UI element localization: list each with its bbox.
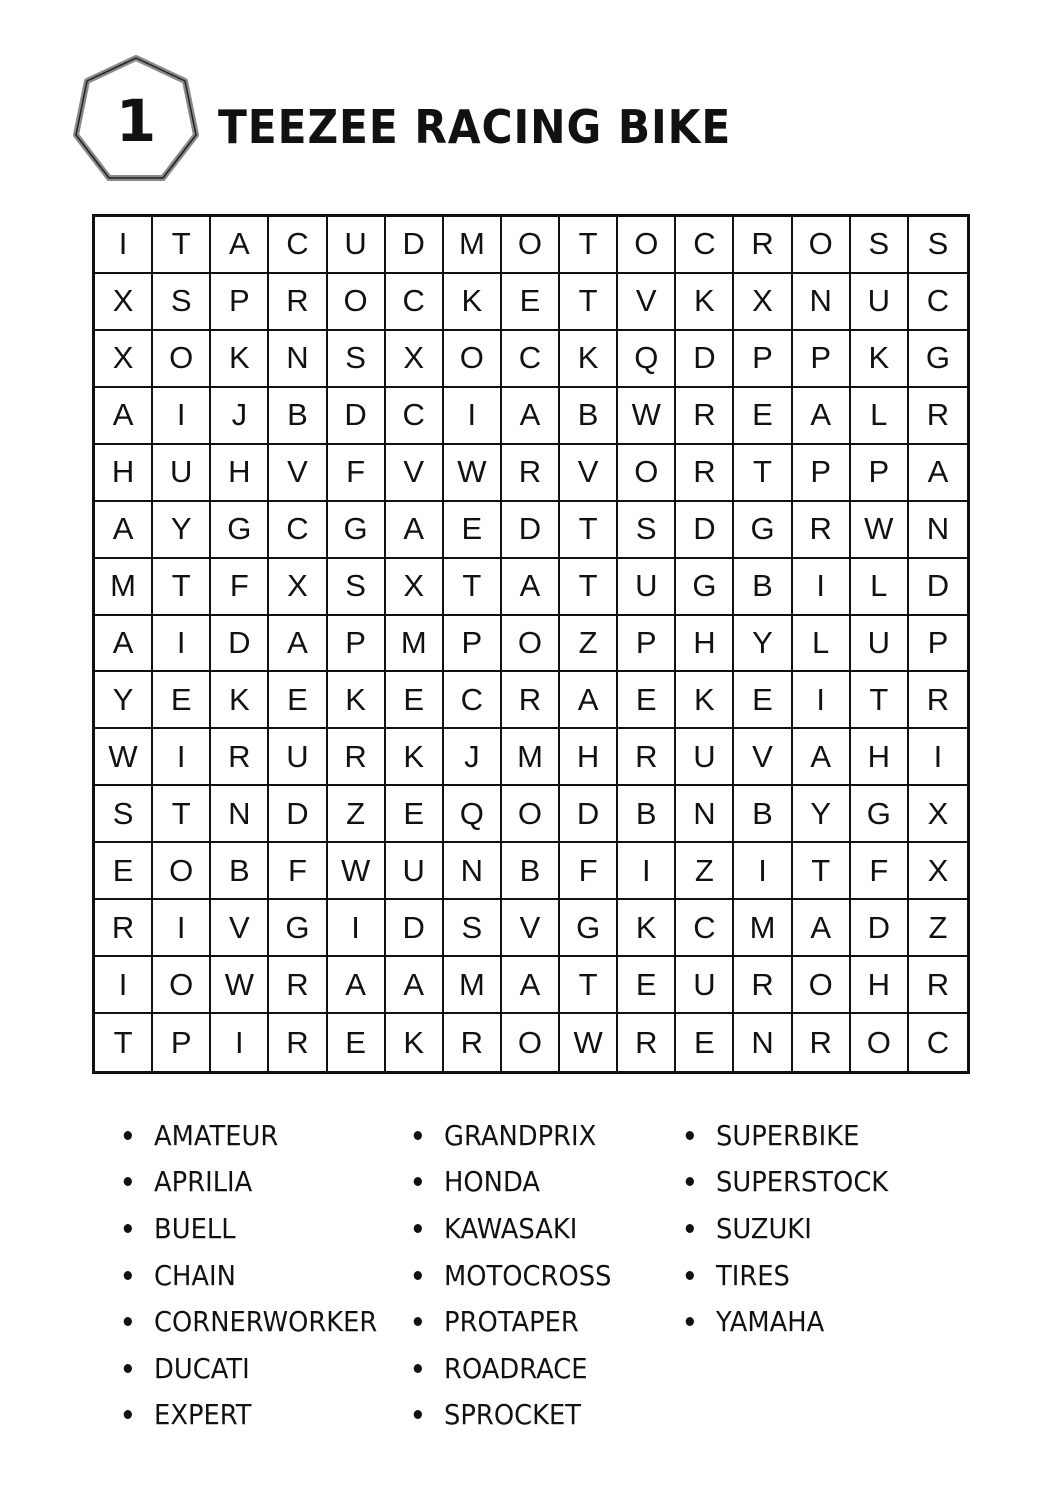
word-list-item (682, 1205, 888, 1252)
grid-letter-cell[interactable]: A (95, 388, 153, 445)
grid-letter-cell[interactable]: S (328, 331, 386, 388)
bullet-icon (686, 1271, 694, 1280)
grid-letter-cell[interactable]: I (618, 843, 676, 900)
word-list-item (120, 1159, 377, 1206)
grid-letter-cell[interactable]: Z (676, 843, 734, 900)
grid-letter-cell[interactable]: C (444, 672, 502, 729)
grid-letter-cell[interactable]: I (95, 217, 153, 274)
grid-letter-cell[interactable]: W (95, 729, 153, 786)
grid-letter-cell[interactable]: G (560, 900, 618, 957)
grid-letter-cell[interactable]: F (211, 559, 269, 616)
word-list-item (682, 1298, 888, 1345)
word-list-item (682, 1112, 888, 1159)
word-list-item (410, 1298, 611, 1345)
grid-letter-cell[interactable]: N (676, 786, 734, 843)
word-list-item (120, 1345, 377, 1392)
grid-letter-cell[interactable]: A (793, 900, 851, 957)
grid-letter-cell[interactable]: K (211, 331, 269, 388)
bullet-icon (124, 1271, 132, 1280)
grid-letter-cell[interactable]: F (269, 843, 327, 900)
grid-letter-cell[interactable]: O (444, 331, 502, 388)
grid-letter-cell[interactable]: R (909, 957, 967, 1014)
grid-letter-cell[interactable]: R (618, 729, 676, 786)
bullet-icon (686, 1224, 694, 1233)
grid-letter-cell[interactable]: Q (444, 786, 502, 843)
grid-letter-cell[interactable]: D (386, 900, 444, 957)
grid-letter-cell[interactable]: T (560, 274, 618, 331)
grid-letter-cell[interactable]: S (444, 900, 502, 957)
grid-letter-cell[interactable]: A (386, 502, 444, 559)
grid-letter-cell[interactable]: B (734, 559, 792, 616)
bullet-icon (686, 1317, 694, 1326)
grid-letter-cell[interactable]: C (909, 274, 967, 331)
grid-letter-cell[interactable]: X (909, 786, 967, 843)
grid-letter-cell[interactable]: X (909, 843, 967, 900)
grid-letter-cell[interactable]: I (734, 843, 792, 900)
word-search-grid (92, 214, 970, 1074)
grid-letter-cell[interactable]: E (386, 672, 444, 729)
grid-letter-cell[interactable]: N (793, 274, 851, 331)
grid-letter-cell[interactable]: T (153, 786, 211, 843)
word-label: PROTAPER (444, 1305, 579, 1339)
grid-letter-cell[interactable]: E (153, 672, 211, 729)
grid-letter-cell[interactable]: G (269, 900, 327, 957)
grid-letter-cell[interactable]: B (502, 843, 560, 900)
grid-letter-cell[interactable]: I (793, 672, 851, 729)
grid-letter-cell[interactable]: E (328, 1014, 386, 1071)
grid-letter-cell[interactable]: L (851, 559, 909, 616)
grid-letter-cell[interactable]: R (269, 274, 327, 331)
word-list-column (120, 1112, 400, 1438)
grid-letter-cell[interactable]: T (851, 672, 909, 729)
grid-letter-cell[interactable]: W (444, 445, 502, 502)
grid-letter-cell[interactable]: D (211, 616, 269, 673)
word-label: SPROCKET (444, 1398, 581, 1432)
grid-letter-cell[interactable]: B (734, 786, 792, 843)
grid-letter-cell[interactable]: C (502, 331, 560, 388)
grid-letter-cell[interactable]: A (95, 502, 153, 559)
grid-letter-cell[interactable]: R (502, 445, 560, 502)
grid-letter-cell[interactable]: A (793, 729, 851, 786)
word-list (120, 1112, 940, 1442)
grid-letter-cell[interactable]: F (560, 843, 618, 900)
word-label: MOTOCROSS (444, 1258, 612, 1292)
grid-letter-cell[interactable]: R (909, 388, 967, 445)
grid-letter-cell[interactable]: H (851, 957, 909, 1014)
grid-letter-cell[interactable]: X (95, 274, 153, 331)
grid-letter-cell[interactable]: M (502, 729, 560, 786)
grid-letter-cell[interactable]: L (793, 616, 851, 673)
grid-letter-cell[interactable]: U (269, 729, 327, 786)
grid-letter-cell[interactable]: D (909, 559, 967, 616)
grid-letter-cell[interactable]: R (269, 1014, 327, 1071)
grid-letter-cell[interactable]: A (560, 672, 618, 729)
grid-letter-cell[interactable]: P (851, 445, 909, 502)
grid-letter-cell[interactable]: D (502, 502, 560, 559)
word-list-item (120, 1205, 377, 1252)
grid-letter-cell[interactable]: K (386, 729, 444, 786)
word-list-item (410, 1392, 611, 1439)
grid-letter-cell[interactable]: V (560, 445, 618, 502)
grid-letter-cell[interactable]: E (734, 672, 792, 729)
grid-letter-cell[interactable]: R (95, 900, 153, 957)
grid-letter-cell[interactable]: P (618, 616, 676, 673)
grid-letter-cell[interactable]: U (676, 729, 734, 786)
grid-letter-cell[interactable]: A (95, 616, 153, 673)
grid-letter-cell[interactable]: N (909, 502, 967, 559)
grid-letter-cell[interactable]: C (926, 1024, 950, 1060)
grid-letter-cell[interactable]: S (851, 217, 909, 274)
grid-letter-cell[interactable]: Y (793, 786, 851, 843)
grid-letter-cell[interactable]: K (444, 274, 502, 331)
grid-letter-cell[interactable]: C (269, 502, 327, 559)
grid-letter-cell[interactable]: J (211, 388, 269, 445)
grid-letter-cell[interactable]: I (793, 559, 851, 616)
grid-letter-cell[interactable]: V (734, 729, 792, 786)
word-list-item (410, 1112, 611, 1159)
word-list-item (120, 1252, 377, 1299)
grid-letter-cell[interactable]: C (676, 217, 734, 274)
grid-letter-cell[interactable]: P (793, 331, 851, 388)
grid-letter-cell[interactable]: E (444, 502, 502, 559)
grid-letter-cell[interactable]: M (444, 957, 502, 1014)
grid-letter-cell[interactable]: M (95, 559, 153, 616)
bullet-icon (124, 1177, 132, 1186)
word-list-item (410, 1205, 611, 1252)
grid-letter-cell[interactable]: C (386, 388, 444, 445)
word-label: CORNERWORKER (154, 1305, 378, 1339)
word-label: SUPERBIKE (716, 1118, 860, 1152)
word-list-item (682, 1159, 888, 1206)
grid-letter-cell[interactable]: O (793, 957, 851, 1014)
grid-letter-cell[interactable]: C (269, 217, 327, 274)
grid-letter-cell[interactable]: P (909, 616, 967, 673)
grid-letter-cell[interactable]: X (269, 559, 327, 616)
word-label: CHAIN (154, 1258, 236, 1292)
grid-letter-cell[interactable]: L (851, 388, 909, 445)
grid-letter-cell[interactable]: O (851, 1014, 909, 1071)
grid-letter-cell[interactable]: T (444, 559, 502, 616)
grid-letter-cell[interactable]: N (734, 1014, 792, 1071)
grid-letter-cell[interactable]: T (560, 957, 618, 1014)
grid-letter-cell[interactable]: N (444, 843, 502, 900)
grid-letter-cell[interactable]: I (328, 900, 386, 957)
puzzle-number-badge (72, 52, 200, 190)
grid-letter-cell[interactable]: U (153, 445, 211, 502)
grid-letter-cell[interactable]: Y (734, 616, 792, 673)
word-label: TIRES (716, 1258, 790, 1292)
grid-letter-cell[interactable]: G (211, 502, 269, 559)
grid-letter-cell[interactable]: E (502, 274, 560, 331)
grid-letter-cell[interactable]: A (502, 559, 560, 616)
grid-letter-cell[interactable]: D (328, 388, 386, 445)
grid-letter-cell[interactable]: P (153, 1014, 211, 1071)
grid-letter-cell[interactable]: G (851, 786, 909, 843)
bullet-icon (414, 1177, 422, 1186)
grid-letter-cell[interactable]: E (618, 957, 676, 1014)
word-list-item (120, 1392, 377, 1439)
grid-letter-cell[interactable]: K (676, 672, 734, 729)
word-label: GRANDPRIX (444, 1118, 597, 1152)
word-list-item (682, 1252, 888, 1299)
grid-letter-cell[interactable]: K (851, 331, 909, 388)
grid-letter-cell[interactable]: W (211, 957, 269, 1014)
grid-letter-cell[interactable]: E (269, 672, 327, 729)
grid-letter-cell[interactable]: P (328, 616, 386, 673)
bullet-icon (414, 1131, 422, 1140)
word-list-item (410, 1159, 611, 1206)
grid-letter-cell[interactable]: X (386, 559, 444, 616)
grid-letter-cell[interactable]: W (328, 843, 386, 900)
grid-letter-cell[interactable]: B (211, 843, 269, 900)
grid-letter-cell[interactable]: R (734, 217, 792, 274)
grid-letter-cell[interactable]: A (211, 217, 269, 274)
grid-letter-cell[interactable]: R (502, 672, 560, 729)
grid-letter-cell[interactable]: O (153, 331, 211, 388)
grid-letter-cell[interactable]: I (153, 729, 211, 786)
grid-letter-cell[interactable]: T (793, 843, 851, 900)
bullet-icon (414, 1224, 422, 1233)
grid-letter-cell[interactable]: H (211, 445, 269, 502)
word-list-column (682, 1112, 906, 1345)
grid-letter-cell[interactable]: G (676, 559, 734, 616)
grid-letter-cell[interactable]: O (618, 217, 676, 274)
grid-letter-cell[interactable]: R (793, 1014, 851, 1071)
grid-letter-cell[interactable]: S (95, 786, 153, 843)
word-label: SUPERSTOCK (716, 1165, 889, 1199)
grid-letter-cell[interactable]: R (734, 957, 792, 1014)
grid-letter-cell[interactable]: K (211, 672, 269, 729)
grid-letter-cell[interactable]: D (851, 900, 909, 957)
bullet-icon (124, 1131, 132, 1140)
grid-letter-cell[interactable]: I (909, 729, 967, 786)
grid-letter-cell[interactable]: R (793, 502, 851, 559)
grid-letter-cell[interactable]: P (211, 274, 269, 331)
grid-letter-cell[interactable]: I (153, 388, 211, 445)
bullet-icon (414, 1410, 422, 1419)
grid-letter-cell[interactable]: O (502, 786, 560, 843)
grid-letter-cell[interactable]: R (676, 388, 734, 445)
puzzle-number: 1 (115, 87, 157, 155)
grid-letter-cell[interactable]: B (618, 786, 676, 843)
grid-letter-cell[interactable]: T (153, 217, 211, 274)
grid-letter-cell[interactable]: H (560, 729, 618, 786)
grid-letter-cell[interactable]: A (793, 388, 851, 445)
grid-letter-cell[interactable]: K (618, 900, 676, 957)
word-list-item (410, 1345, 611, 1392)
grid-letter-cell[interactable]: M (444, 217, 502, 274)
grid-letter-cell[interactable]: R (676, 445, 734, 502)
grid-letter-cell[interactable]: T (95, 1014, 153, 1071)
grid-letter-cell[interactable]: X (95, 331, 153, 388)
grid-letter-cell[interactable]: U (851, 274, 909, 331)
grid-letter-cell[interactable]: V (386, 445, 444, 502)
grid-letter-cell[interactable]: O (793, 217, 851, 274)
grid-letter-cell[interactable]: W (851, 502, 909, 559)
grid-letter-cell[interactable]: U (851, 616, 909, 673)
grid-letter-cell[interactable]: Z (560, 616, 618, 673)
grid-letter-cell[interactable]: I (153, 616, 211, 673)
grid-letter-cell[interactable]: J (444, 729, 502, 786)
grid-letter-cell[interactable]: E (95, 843, 153, 900)
grid-letter-cell[interactable]: K (328, 672, 386, 729)
grid-letter-cell[interactable]: H (676, 616, 734, 673)
grid-letter-cell[interactable]: R (269, 957, 327, 1014)
grid-letter-cell[interactable]: O (328, 274, 386, 331)
grid-letter-cell[interactable]: R (211, 729, 269, 786)
grid-letter-cell[interactable]: O (618, 445, 676, 502)
word-label: SUZUKI (716, 1211, 812, 1245)
grid-letter-cell[interactable]: T (734, 445, 792, 502)
grid-letter-cell[interactable]: V (618, 274, 676, 331)
bullet-icon (124, 1224, 132, 1233)
grid-letter-cell[interactable]: T (153, 559, 211, 616)
grid-letter-cell[interactable]: O (502, 616, 560, 673)
grid-letter-cell[interactable]: O (153, 957, 211, 1014)
grid-letter-cell[interactable]: S (909, 217, 967, 274)
bullet-icon (414, 1271, 422, 1280)
bullet-icon (124, 1364, 132, 1373)
grid-letter-cell[interactable]: P (793, 445, 851, 502)
bullet-icon (686, 1177, 694, 1186)
grid-letter-cell[interactable]: G (909, 331, 967, 388)
word-label: AMATEUR (154, 1118, 279, 1152)
grid-letter-cell[interactable]: U (618, 559, 676, 616)
word-label: APRILIA (154, 1165, 253, 1199)
grid-letter-cell[interactable]: B (269, 388, 327, 445)
grid-letter-cell[interactable]: K (386, 1014, 444, 1071)
grid-letter-cell[interactable]: V (211, 900, 269, 957)
grid-letter-cell[interactable]: D (386, 217, 444, 274)
grid-letter-cell[interactable]: R (328, 729, 386, 786)
grid-letter-cell[interactable]: A (909, 445, 967, 502)
grid-letter-cell[interactable]: A (328, 957, 386, 1014)
grid-letter-cell[interactable]: S (153, 274, 211, 331)
grid-letter-cell[interactable]: T (560, 559, 618, 616)
puzzle-title: TEEZEE RACING BIKE (218, 100, 732, 154)
grid-letter-cell[interactable]: W (560, 1014, 618, 1071)
bullet-icon (124, 1317, 132, 1326)
bullet-icon (414, 1364, 422, 1373)
grid-letter-cell[interactable]: Z (328, 786, 386, 843)
grid-letter-cell[interactable]: R (909, 672, 967, 729)
grid-letter-cell[interactable]: N (211, 786, 269, 843)
grid-letter-cell[interactable]: A (386, 957, 444, 1014)
grid-letter-cell[interactable]: E (734, 388, 792, 445)
grid-letter-cell[interactable]: H (95, 445, 153, 502)
word-list-item (120, 1112, 377, 1159)
grid-letter-cell[interactable]: E (618, 672, 676, 729)
grid-letter-cell[interactable]: A (269, 616, 327, 673)
grid-letter-cell[interactable]: D (269, 786, 327, 843)
grid-letter-cell[interactable]: I (211, 1014, 269, 1071)
grid-letter-cell[interactable]: V (269, 445, 327, 502)
bullet-icon (686, 1131, 694, 1140)
word-label: BUELL (154, 1211, 236, 1245)
grid-letter-cell[interactable]: U (328, 217, 386, 274)
grid-letter-cell[interactable]: M (734, 900, 792, 957)
grid-letter-cell[interactable]: A (502, 957, 560, 1014)
grid-letter-cell[interactable]: T (560, 502, 618, 559)
grid-letter-cell[interactable]: K (560, 331, 618, 388)
word-label: YAMAHA (716, 1305, 825, 1339)
word-label: DUCATI (154, 1351, 250, 1385)
grid-letter-cell[interactable]: S (618, 502, 676, 559)
grid-letter-cell[interactable]: S (328, 559, 386, 616)
grid-letter-cell[interactable]: V (502, 900, 560, 957)
word-list-column (410, 1112, 629, 1438)
grid-letter-cell[interactable]: O (153, 843, 211, 900)
grid-letter-cell[interactable]: X (386, 331, 444, 388)
grid-letter-cell[interactable]: I (444, 388, 502, 445)
word-list-item (410, 1252, 611, 1299)
word-label: ROADRACE (444, 1351, 588, 1385)
bullet-icon (124, 1410, 132, 1419)
grid-letter-cell[interactable]: E (386, 786, 444, 843)
grid-letter-cell[interactable]: G (734, 502, 792, 559)
grid-letter-cell[interactable]: N (269, 331, 327, 388)
grid-letter-cell[interactable]: P (734, 331, 792, 388)
grid-letter-cell[interactable]: D (676, 331, 734, 388)
grid-letter-cell[interactable]: D (676, 502, 734, 559)
grid-letter-cell[interactable]: C (676, 900, 734, 957)
grid-letter-cell[interactable]: Z (909, 900, 967, 957)
grid-letter-cell[interactable]: Y (95, 672, 153, 729)
grid-letter-cell[interactable]: F (328, 445, 386, 502)
grid-letter-cell[interactable]: P (444, 616, 502, 673)
grid-letter-cell[interactable]: G (328, 502, 386, 559)
grid-letter-cell[interactable]: T (560, 217, 618, 274)
grid-letter-cell[interactable]: R (618, 1014, 676, 1071)
bullet-icon (414, 1317, 422, 1326)
grid-letter-cell[interactable]: U (676, 957, 734, 1014)
grid-letter-cell[interactable]: E (676, 1014, 734, 1071)
grid-letter-cell[interactable]: Y (153, 502, 211, 559)
grid-letter-cell[interactable]: O (502, 1014, 560, 1071)
grid-letter-cell[interactable]: M (386, 616, 444, 673)
grid-letter-cell[interactable]: H (851, 729, 909, 786)
grid-letter-cell[interactable]: X (734, 274, 792, 331)
grid-letter-cell[interactable]: I (95, 957, 153, 1014)
grid-letter-cell[interactable]: K (676, 274, 734, 331)
word-label: HONDA (444, 1165, 540, 1199)
word-list-item (120, 1298, 377, 1345)
grid-letter-cell[interactable]: C (386, 274, 444, 331)
grid-letter-cell[interactable]: F (851, 843, 909, 900)
grid-letter-cell[interactable]: U (386, 843, 444, 900)
grid-letter-cell[interactable]: Q (618, 331, 676, 388)
grid-letter-cell[interactable]: O (502, 217, 560, 274)
word-label: KAWASAKI (444, 1211, 578, 1245)
grid-letter-cell[interactable]: I (153, 900, 211, 957)
word-label: EXPERT (154, 1398, 252, 1432)
grid-letter-cell[interactable]: B (560, 388, 618, 445)
grid-letter-cell[interactable]: R (444, 1014, 502, 1071)
grid-letter-cell[interactable]: W (618, 388, 676, 445)
grid-letter-cell[interactable]: A (502, 388, 560, 445)
grid-letter-cell[interactable]: D (560, 786, 618, 843)
